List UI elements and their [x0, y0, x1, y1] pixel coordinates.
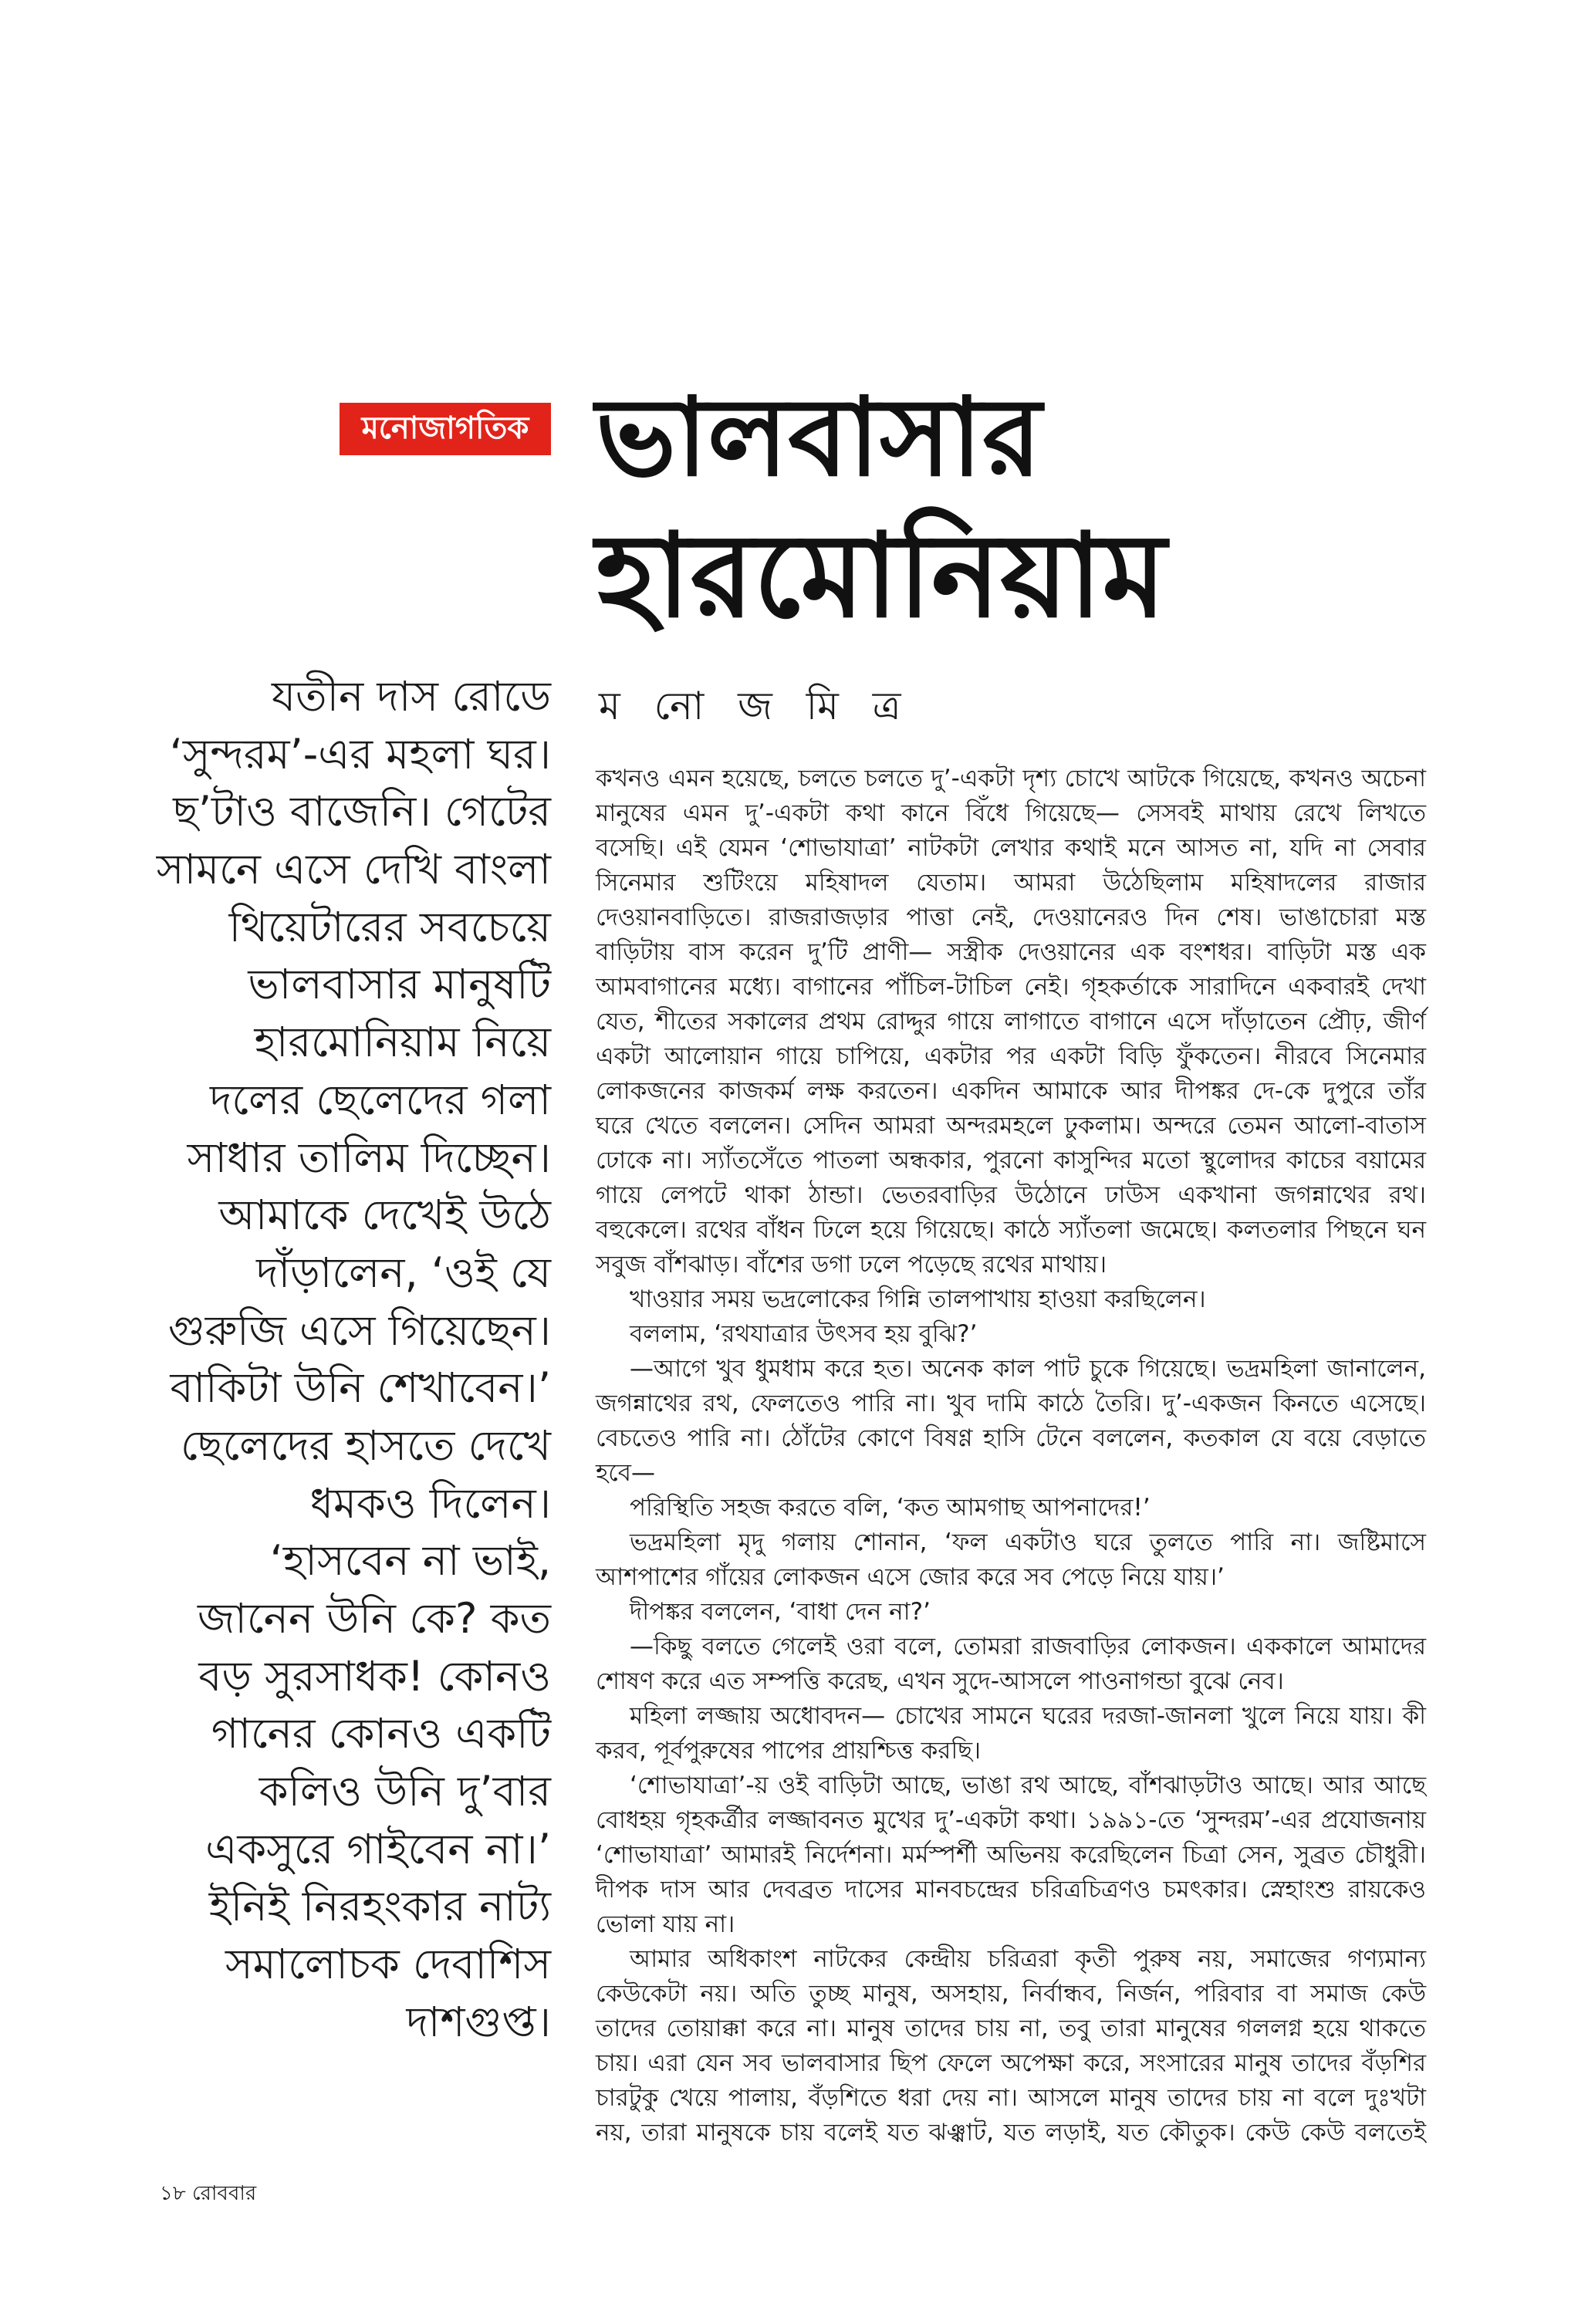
- body-text-line: একটা আলোয়ান গায়ে চাপিয়ে, একটার পর একটা বিড়ি ফুঁকতেন। নীরবে সিনেমার: [596, 1042, 1426, 1070]
- pull-quote-line: থিয়েটারের সবচেয়ে: [228, 902, 551, 951]
- body-text-line: আমার অধিকাংশ নাটকের কেন্দ্রীয় চরিত্ররা কৃতী পুরুষ নয়, সমাজের গণ্যমান্য: [630, 1945, 1426, 1973]
- body-text-line: বহুকেলে। রথের বাঁধন ঢিলে হয়ে গিয়েছে। কাঠে স্যাঁতলা জমেছে। কলতলার পিছনে ঘন: [596, 1216, 1426, 1244]
- pull-quote-line: আমাকে দেখেই উঠে: [218, 1191, 551, 1240]
- body-text-line: ভোলা যায় না।: [596, 1910, 735, 1938]
- pull-quote-line: দাঁড়ালেন, ‘ওই যে: [256, 1248, 551, 1297]
- body-text-line: করব, পূর্বপুরুষের পাপের প্রায়শ্চিত্ত করছি।: [596, 1737, 982, 1765]
- magazine-name: রোববার: [192, 2182, 257, 2205]
- body-text-line: মহিলা লজ্জায় অধোবদন— চোখের সামনে ঘরের দরজা-জানলা খুলে নিয়ে যায়। কী: [630, 1702, 1426, 1730]
- pull-quote-line: ধমকও দিলেন।: [309, 1478, 551, 1528]
- body-text-line: চারটুকু খেয়ে পালায়, বঁড়শিতে ধরা দেয় না। আসলে মানুষ তাদের চায় না বলে দুঃখটা: [596, 2084, 1426, 2112]
- body-text-line: তাদের তোয়াক্কা করে না। মানুষ তাদের চায় না, তবু তারা মানুষের গললগ্ন হয়ে থাকতে: [596, 2015, 1426, 2042]
- body-text-line: দীপঙ্কর বললেন, ‘বাধা দেন না?’: [630, 1598, 931, 1626]
- body-text-line: খাওয়ার সময় ভদ্রলোকের গিন্নি তালপাখায় হাওয়া করছিলেন।: [630, 1285, 1206, 1313]
- body-text-line: বললাম, ‘রথযাত্রার উৎসব হয় বুঝি?’: [630, 1320, 978, 1348]
- pull-quote-line: দাশগুপ্ত।: [406, 1997, 551, 2046]
- body-text-line: ঘরে খেতে বললেন। সেদিন আমরা অন্দরমহলে ঢুকলাম। অন্দরে তেমন আলো-বাতাস: [596, 1112, 1426, 1140]
- body-text-line: দীপক দাস আর দেবব্রত দাসের মানবচন্দ্রের চরিত্রচিত্রণও চমৎকার। স্নেহাংশু রায়কেও: [596, 1876, 1426, 1903]
- pull-quote-line: গানের কোনও একটি: [211, 1709, 551, 1758]
- body-text-line: বোধহয় গৃহকর্ত্রীর লজ্জাবনত মুখের দু’-একটা কথা। ১৯৯১-তে ‘সুন্দরম’-এর প্রযোজনায়: [596, 1806, 1426, 1834]
- pull-quote-line: ‘হাসবেন না ভাই,: [269, 1536, 551, 1586]
- body-text-line: লোকজনের কাজকর্ম লক্ষ করতেন। একদিন আমাকে আর দীপঙ্কর দে-কে দুপুরে তাঁর: [596, 1077, 1426, 1105]
- section-tag: মনোজাগতিক: [340, 403, 551, 455]
- body-text-line: বসেছি। এই যেমন ‘শোভাযাত্রা’ নাটকটা লেখার কথাই মনে আসত না, যদি না সেবার: [596, 834, 1426, 862]
- body-text-line: বাড়িটায় বাস করেন দু’টি প্রাণী— সস্ত্রীক দেওয়ানের এক বংশধর। বাড়িটা মস্ত এক: [596, 938, 1426, 966]
- article-body: [596, 762, 1426, 2150]
- body-text-line: দেওয়ানবাড়িতে। রাজরাজড়ার পাত্তা নেই, দেওয়ানেরও দিন শেষ। ভাঙাচোরা মস্ত: [596, 904, 1426, 931]
- body-text-line: ভদ্রমহিলা মৃদু গলায় শোনান, ‘ফল একটাও ঘরে তুলতে পারি না। জষ্টিমাসে: [630, 1529, 1426, 1556]
- pull-quote-line: জানেন উনি কে? কত: [197, 1594, 551, 1643]
- pull-quote-line: হারমোনিয়াম নিয়ে: [254, 1018, 551, 1067]
- page-footer: [160, 2177, 256, 2211]
- body-text-line: কেউকেটা নয়। অতি তুচ্ছ মানুষ, অসহায়, নির্বান্ধব, নির্জন, পরিবার বা সমাজ কেউ: [596, 1980, 1426, 2008]
- body-text-line: হবে—: [596, 1459, 655, 1487]
- pull-quote-line: সাধার তালিম দিচ্ছেন।: [187, 1133, 551, 1182]
- article-title-line-1: ভালবাসার: [596, 375, 1042, 501]
- pull-quote-line: সমালোচক দেবাশিস: [225, 1940, 551, 1989]
- body-text-line: বেচতেও পারি না। ঠোঁটের কোণে বিষণ্ণ হাসি টেনে বললেন, কতকাল যে বয়ে বেড়াতে: [596, 1424, 1426, 1452]
- page-number: ১৮: [160, 2182, 186, 2205]
- body-text-line: চায়। এরা যেন সব ভালবাসার ছিপ ফেলে অপেক্ষা করে, সংসারের মানুষ তাদের বঁড়শির: [596, 2049, 1426, 2077]
- pull-quote-line: যতীন দাস রোডে: [271, 672, 551, 721]
- body-text-line: শোষণ করে এত সম্পত্তি করেছ, এখন সুদে-আসলে পাওনাগন্ডা বুঝে নেব।: [596, 1667, 1284, 1695]
- body-text-line: —আগে খুব ধুমধাম করে হত। অনেক কাল পাট চুকে গিয়েছে। ভদ্রমহিলা জানালেন,: [630, 1355, 1426, 1383]
- pull-quote-line: একসুরে গাইবেন না।’: [205, 1824, 551, 1873]
- body-text-line: গায়ে লেপটে থাকা ঠান্ডা। ভেতরবাড়ির উঠোনে ঢাউস একখানা জগন্নাথের রথ।: [596, 1181, 1426, 1209]
- article-title-line-2: হারমোনিয়াম: [596, 509, 1167, 643]
- body-text-line: —কিছু বলতে গেলেই ওরা বলে, তোমরা রাজবাড়ির লোকজন। এককালে আমাদের: [630, 1633, 1426, 1660]
- pull-quote-line: গুরুজি এসে গিয়েছেন।: [167, 1306, 551, 1355]
- pull-quote-line: কলিও উনি দু’বার: [259, 1767, 551, 1816]
- body-text-line: ‘শোভাযাত্রা’ আমারই নির্দেশনা। মর্মস্পর্শী অভিনয় করেছিলেন চিত্রা সেন, সুব্রত চৌধুরী।: [596, 1841, 1426, 1869]
- author-byline: ম নো জ মি ত্র: [599, 684, 912, 728]
- pull-quote-line: ছেলেদের হাসতে দেখে: [180, 1420, 551, 1470]
- body-text-line: যেত, শীতের সকালের প্রথম রোদ্দুর গায়ে লাগাতে বাগানে এসে দাঁড়াতেন প্রৌঢ়, জীর্ণ: [596, 1008, 1426, 1035]
- pull-quote-line: সামনে এসে দেখি বাংলা: [156, 845, 551, 894]
- pull-quote-line: ‘সুন্দরম’-এর মহলা ঘর।: [169, 729, 551, 779]
- body-text-line: কখনও এমন হয়েছে, চলতে চলতে দু’-একটা দৃশ্য চোখে আটকে গিয়েছে, কখনও অচেনা: [596, 765, 1426, 792]
- body-text-line: নয়, তারা মানুষকে চায় বলেই যত ঝঞ্ঝাট, যত লড়াই, যত কৌতুক। কেউ কেউ বলতেই: [596, 2119, 1426, 2147]
- pull-quote-line: বাকিটা উনি শেখাবেন।’: [170, 1363, 551, 1413]
- body-text-line: ঢোকে না। স্যাঁতসেঁতে পাতলা অন্ধকার, পুরনো কাসুন্দির মতো স্থুলোদর কাচের বয়ামের: [596, 1147, 1426, 1174]
- pull-quote-line: ইনিই নিরহংকার নাট্য: [208, 1882, 551, 1931]
- body-text-line: সিনেমার শুটিংয়ে মহিষাদল যেতাম। আমরা উঠেছিলাম মহিষাদলের রাজার: [596, 869, 1426, 897]
- body-text-line: ‘শোভাযাত্রা’-য় ওই বাড়িটা আছে, ভাঙা রথ আছে, বাঁশঝাড়টাও আছে। আর আছে: [630, 1772, 1426, 1799]
- body-text-line: আশপাশের গাঁয়ের লোকজন এসে জোর করে সব পেড়ে নিয়ে যায়।’: [596, 1563, 1225, 1591]
- body-text-line: সবুজ বাঁশঝাড়। বাঁশের ডগা ঢলে পড়েছে রথের মাথায়।: [596, 1251, 1107, 1279]
- pull-quote: [157, 668, 551, 2052]
- pull-quote-line: ছ’টাও বাজেনি। গেটের: [173, 787, 551, 836]
- body-text-line: আমবাগানের মধ্যে। বাগানের পাঁচিল-টাচিল নেই। গৃহকর্তাকে সারাদিনে একবারই দেখা: [596, 973, 1426, 1001]
- pull-quote-line: দলের ছেলেদের গলা: [210, 1075, 551, 1124]
- pull-quote-line: বড় সুরসাধক! কোনও: [198, 1651, 551, 1701]
- body-text-line: জগন্নাথের রথ, ফেলতেও পারি না। খুব দামি কাঠে তৈরি। দু’-একজন কিনতে এসেছে।: [596, 1390, 1426, 1417]
- body-text-line: মানুষের এমন দু’-একটা কথা কানে বিঁধে গিয়েছে— সেসবই মাথায় রেখে লিখতে: [596, 799, 1426, 827]
- body-text-line: পরিস্থিতি সহজ করতে বলি, ‘কত আমগাছ আপনাদের!’: [630, 1494, 1151, 1522]
- pull-quote-line: ভালবাসার মানুষটি: [248, 960, 551, 1009]
